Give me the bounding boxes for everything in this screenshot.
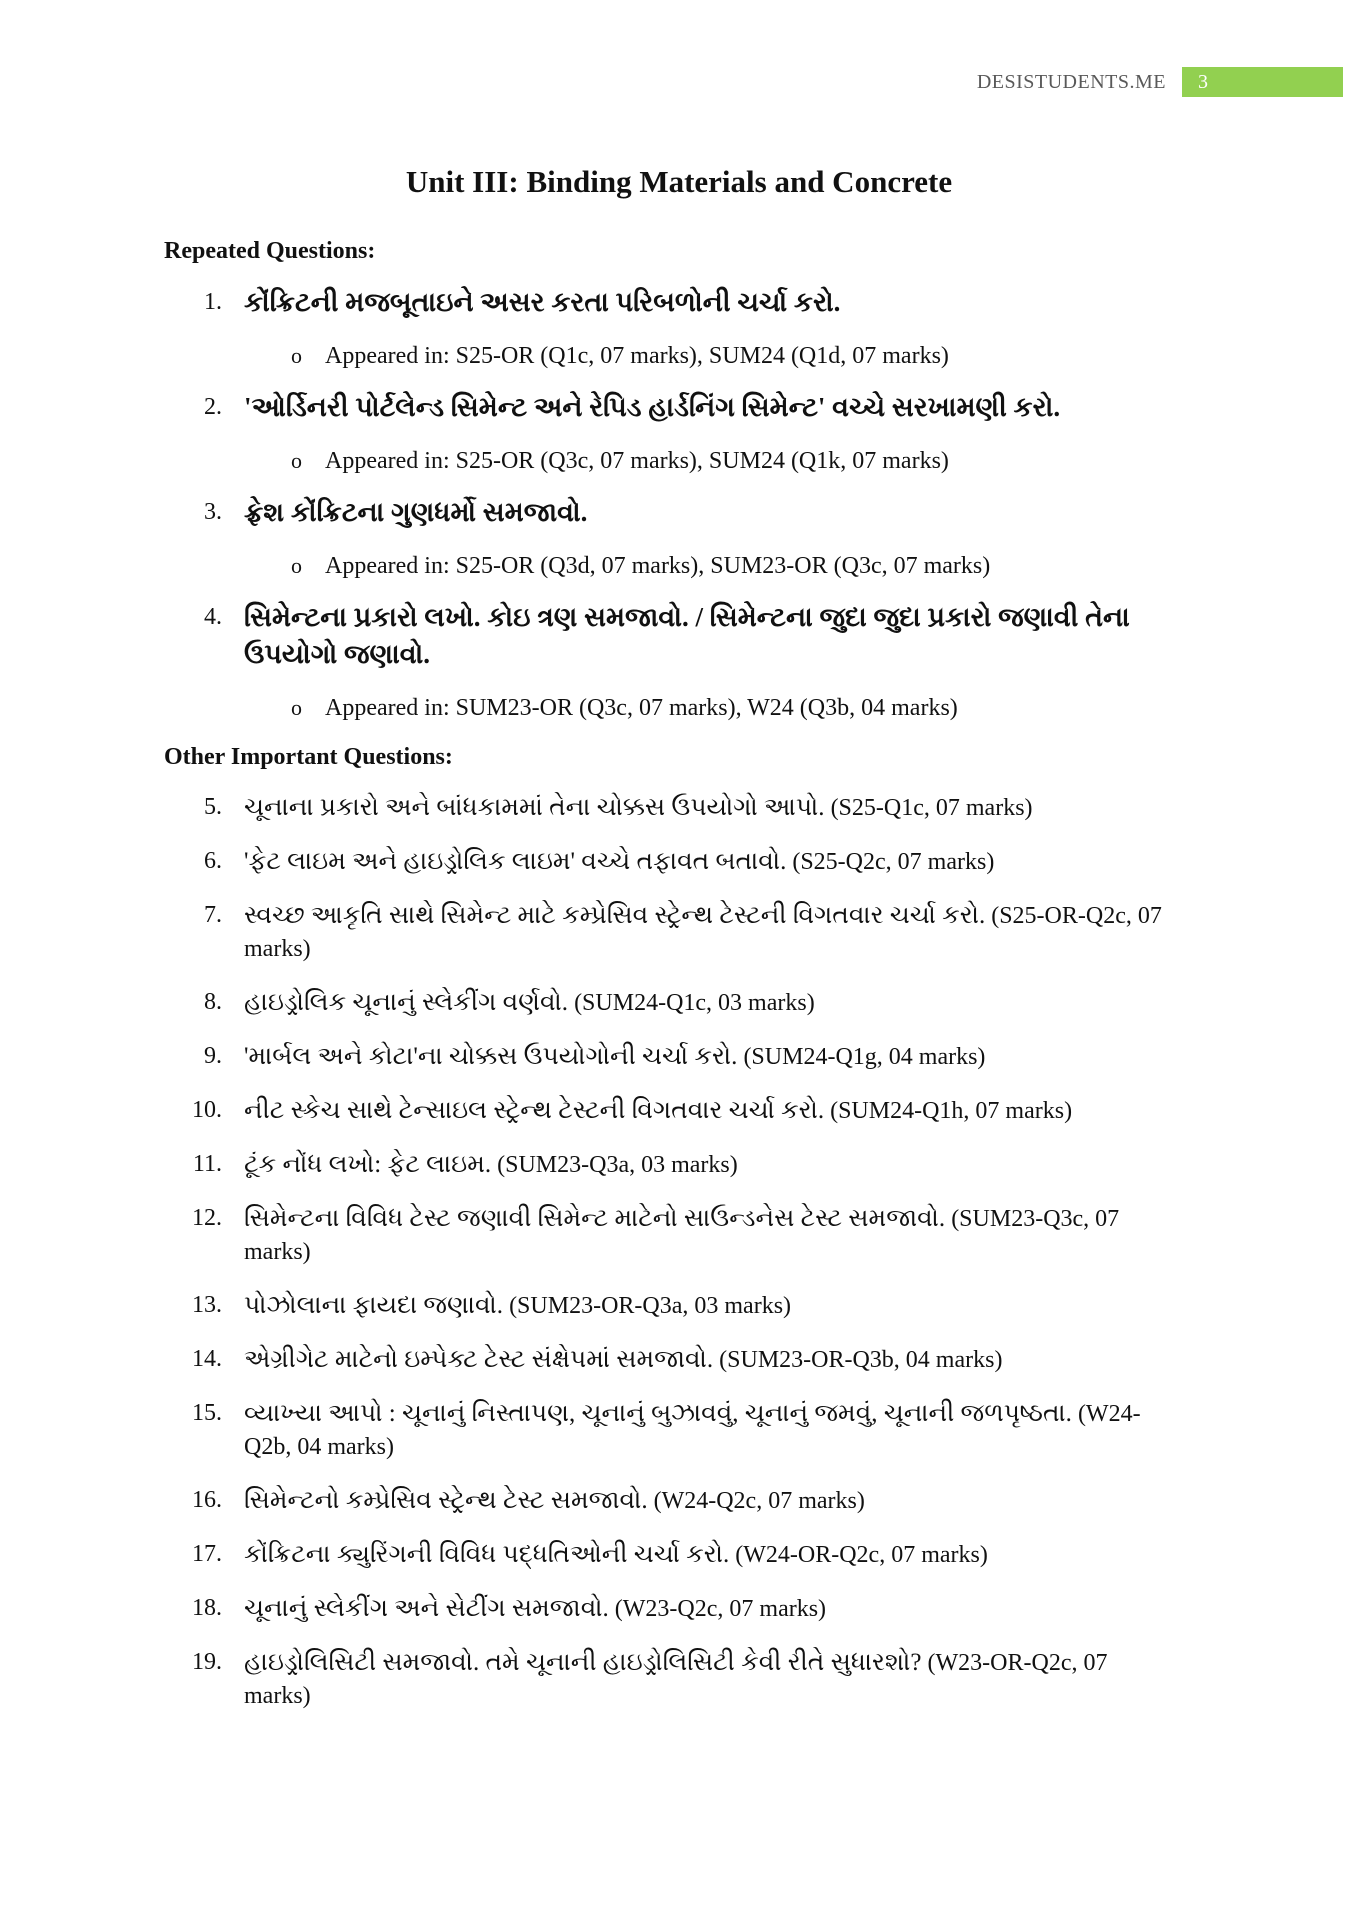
other-question xyxy=(164,1040,1175,1074)
page-number-badge xyxy=(1182,67,1343,97)
question-number: 5. xyxy=(204,794,222,820)
other-question xyxy=(164,1094,1175,1128)
question-number: 3. xyxy=(204,499,222,525)
other-question xyxy=(164,1592,1175,1626)
other-question xyxy=(164,1289,1175,1323)
question-text: સિમેન્ટના પ્રકારો લખો. કોઇ ત્રણ સમજાવો. / સિમેન્ટના જુદા જુદા પ્રકારો જણાવી તેના ઉપયોગો જણાવો. xyxy=(244,602,1130,669)
question-text: કોંક્રિટના ક્યુરિંગની વિવિધ પદ્ધતિઓની ચર્ચા કરો. xyxy=(244,1541,730,1568)
bullet: o xyxy=(291,695,302,720)
question-number: 15. xyxy=(192,1400,222,1426)
question-text: પોઝોલાના ફાયદા જણાવો. xyxy=(244,1292,504,1319)
question-reference: (W23-Q2c, 07 marks) xyxy=(614,1596,827,1622)
question-number: 10. xyxy=(192,1097,222,1123)
other-question xyxy=(164,899,1175,966)
other-question xyxy=(164,791,1175,825)
repeated-questions-heading: Repeated Questions: xyxy=(164,238,376,264)
question-reference: (SUM24-Q1h, 07 marks) xyxy=(830,1098,1073,1124)
question-reference: (SUM23-Q3a, 03 marks) xyxy=(497,1152,738,1178)
question-number: 7. xyxy=(204,902,222,928)
other-question xyxy=(164,1202,1175,1269)
question-number: 8. xyxy=(204,989,222,1015)
question-number: 1. xyxy=(204,289,222,315)
repeated-question xyxy=(164,600,1175,674)
repeated-question xyxy=(164,285,1175,322)
page-content xyxy=(164,162,1175,1713)
question-number: 19. xyxy=(192,1649,222,1675)
question-number: 9. xyxy=(204,1043,222,1069)
page-title: Unit III: Binding Materials and Concrete xyxy=(405,164,953,199)
question-text: હાઇડ્રોલિક ચૂનાનું સ્લેકીંગ વર્ણવો. xyxy=(244,989,569,1016)
question-number: 11. xyxy=(192,1151,222,1177)
appeared-in-text: Appeared in: SUM23-OR (Q3c, 07 marks), W24 (Q3b, 04 marks) xyxy=(325,695,958,721)
question-text: સિમેન્ટના વિવિધ ટેસ્ટ જણાવી સિમેન્ટ માટેનો સાઉન્ડનેસ ટેસ્ટ સમજાવો. xyxy=(244,1205,946,1232)
question-text: 'ફેટ લાઇમ અને હાઇડ્રોલિક લાઇમ' વચ્ચે તફાવત બતાવો. xyxy=(244,848,787,875)
appeared-in-text: Appeared in: S25-OR (Q3c, 07 marks), SUM24 (Q1k, 07 marks) xyxy=(325,448,949,474)
question-text: ફ્રેશ કોંક્રિટના ગુણધર્મો સમજાવો. xyxy=(244,497,588,527)
appeared-in-item xyxy=(164,341,1175,371)
other-question xyxy=(164,1343,1175,1377)
question-number: 12. xyxy=(192,1205,222,1231)
question-reference: (W24-OR-Q2c, 07 marks) xyxy=(735,1542,988,1568)
repeated-question xyxy=(164,495,1175,532)
question-text: ચૂનાનું સ્લેકીંગ અને સેટીંગ સમજાવો. xyxy=(244,1595,609,1622)
other-question xyxy=(164,1148,1175,1182)
question-number: 4. xyxy=(204,604,222,630)
other-questions-heading: Other Important Questions: xyxy=(164,744,453,770)
question-reference: (SUM24-Q1c, 03 marks) xyxy=(574,990,815,1016)
question-number: 16. xyxy=(192,1487,222,1513)
question-reference: (W24-Q2b, 04 marks) xyxy=(244,1401,1141,1460)
question-text: હાઇડ્રોલિસિટી સમજાવો. તમે ચૂનાની હાઇડ્રોલિસિટી કેવી રીતે સુધારશો? xyxy=(244,1649,922,1676)
question-number: 14. xyxy=(192,1346,222,1372)
repeated-question xyxy=(164,390,1175,427)
appeared-in-text: Appeared in: S25-OR (Q1c, 07 marks), SUM24 (Q1d, 07 marks) xyxy=(325,343,949,369)
question-number: 6. xyxy=(204,848,222,874)
other-question xyxy=(164,1646,1175,1713)
question-text: 'ઓર્ડિનરી પોર્ટલેન્ડ સિમેન્ટ અને રેપિડ હાર્ડનિંગ સિમેન્ટ' વચ્ચે સરખામણી કરો. xyxy=(244,392,1061,422)
question-text: સિમેન્ટનો કમ્પ્રેસિવ સ્ટ્રેન્થ ટેસ્ટ સમજાવો. xyxy=(244,1487,648,1514)
appeared-in-item xyxy=(164,551,1175,581)
other-question xyxy=(164,1397,1175,1464)
page-number: 3 xyxy=(1198,71,1208,93)
question-number: 17. xyxy=(192,1541,222,1567)
question-text: ચૂનાના પ્રકારો અને બાંધકામમાં તેના ચોક્કસ ઉપયોગો આપો. xyxy=(244,794,825,821)
question-reference: (S25-OR-Q2c, 07 marks) xyxy=(244,903,1162,962)
bullet: o xyxy=(291,553,302,578)
question-text: એગ્રીગેટ માટેનો ઇમ્પેક્ટ ટેસ્ટ સંક્ષેપમાં સમજાવો. xyxy=(244,1346,714,1373)
question-text: 'માર્બલ અને કોટા'ના ચોક્કસ ઉપયોગોની ચર્ચા કરો. xyxy=(244,1043,738,1070)
other-question xyxy=(164,986,1175,1020)
question-reference: (SUM23-Q3c, 07 marks) xyxy=(244,1206,1120,1265)
question-reference: (SUM23-OR-Q3b, 04 marks) xyxy=(719,1347,1003,1373)
bullet: o xyxy=(291,343,302,368)
header-site-name: DESISTUDENTS.ME xyxy=(976,71,1166,93)
question-text: ટૂંક નોંધ લખો: ફેટ લાઇમ. xyxy=(244,1151,492,1178)
question-reference: (W24-Q2c, 07 marks) xyxy=(653,1488,865,1514)
other-question xyxy=(164,845,1175,879)
other-question xyxy=(164,1538,1175,1572)
question-reference: (SUM23-OR-Q3a, 03 marks) xyxy=(509,1293,792,1319)
question-reference: (S25-Q2c, 07 marks) xyxy=(792,849,995,875)
other-question xyxy=(164,1484,1175,1518)
question-text: કોંક્રિટની મજબૂતાઇને અસર કરતા પરિબળોની ચર્ચા કરો. xyxy=(244,287,841,317)
appeared-in-text: Appeared in: S25-OR (Q3d, 07 marks), SUM23-OR (Q3c, 07 marks) xyxy=(325,553,991,579)
question-text: સ્વચ્છ આકૃતિ સાથે સિમેન્ટ માટે કમ્પ્રેસિવ સ્ટ્રેન્થ ટેસ્ટની વિગતવાર ચર્ચા કરો. xyxy=(244,902,986,929)
appeared-in-item xyxy=(164,446,1175,476)
question-number: 2. xyxy=(204,394,222,420)
appeared-in-item xyxy=(164,693,1175,723)
question-number: 18. xyxy=(192,1595,222,1621)
question-reference: (S25-Q1c, 07 marks) xyxy=(830,795,1033,821)
question-text: નીટ સ્કેચ સાથે ટેન્સાઇલ સ્ટ્રેન્થ ટેસ્ટની વિગતવાર ચર્ચા કરો. xyxy=(244,1097,825,1124)
question-number: 13. xyxy=(192,1292,222,1318)
bullet: o xyxy=(291,448,302,473)
question-text: વ્યાખ્યા આપો : ચૂનાનું નિસ્તાપણ, ચૂનાનું બુઝાવવું, ચૂનાનું જમવું, ચૂનાની જળપૃષ્ઠતા. xyxy=(244,1400,1072,1427)
question-reference: (W23-OR-Q2c, 07 marks) xyxy=(244,1650,1108,1709)
question-reference: (SUM24-Q1g, 04 marks) xyxy=(743,1044,986,1070)
